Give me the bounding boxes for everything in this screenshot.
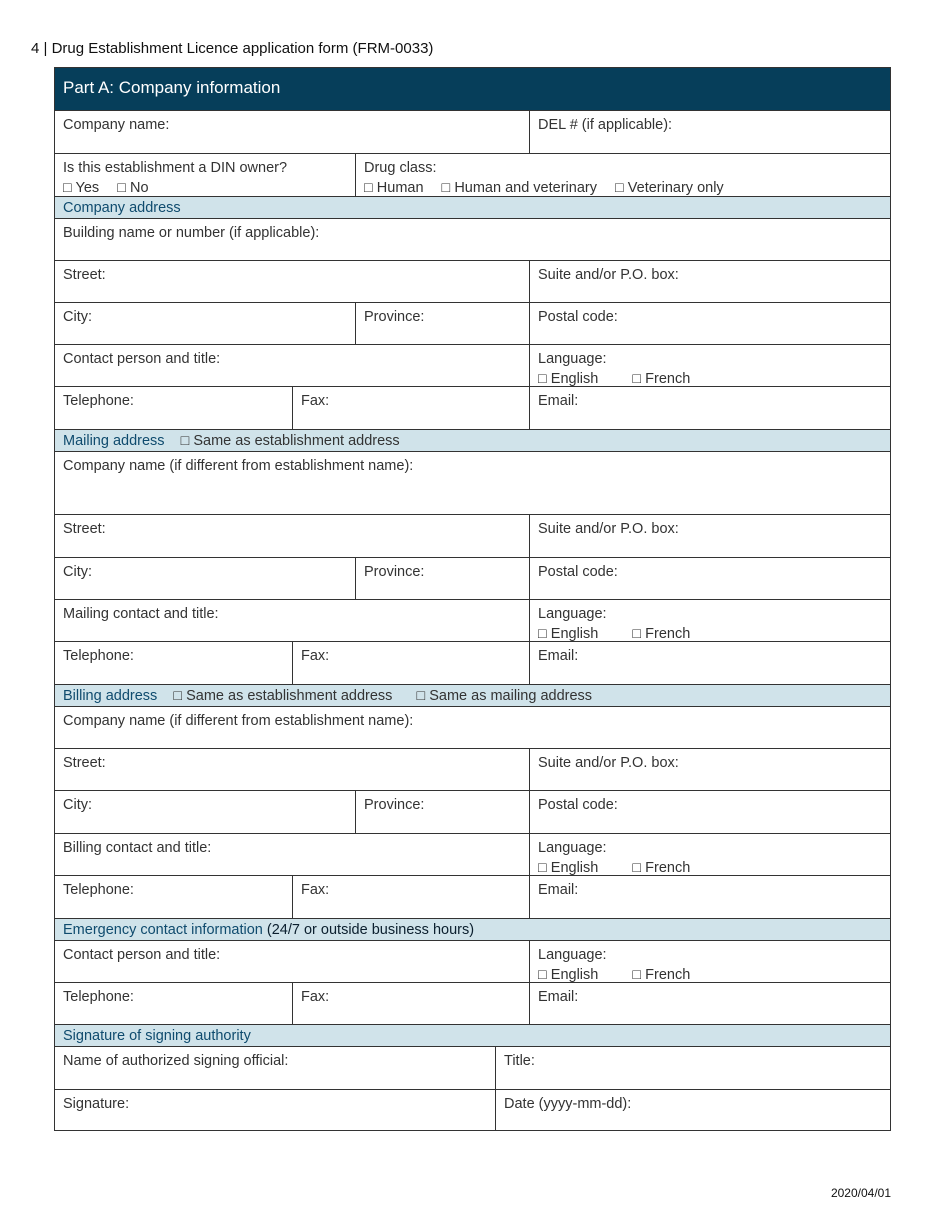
emergency-heading-text: Emergency contact information <box>63 922 263 938</box>
telephone-label: Telephone: <box>63 989 134 1005</box>
signature-date-row <box>55 1089 890 1131</box>
province-label: Province: <box>364 564 425 580</box>
billing-city-field[interactable] <box>55 791 355 833</box>
postal-label: Postal code: <box>538 797 618 813</box>
mailing-street-field[interactable] <box>55 515 529 557</box>
suite-label: Suite and/or P.O. box: <box>538 521 679 537</box>
company-street-row <box>55 260 890 302</box>
emergency-english-checkbox[interactable]: □ English <box>538 967 599 983</box>
street-label: Street: <box>63 521 106 537</box>
city-label: City: <box>63 564 92 580</box>
emergency-contact-row <box>55 940 890 982</box>
billing-email-field[interactable] <box>529 876 890 918</box>
page-header: 4 | Drug Establishment Licence application form (FRM-0033) <box>31 40 434 57</box>
date-field[interactable] <box>495 1090 890 1131</box>
mailing-company-row <box>55 451 890 514</box>
language-label: Language: <box>538 351 607 367</box>
mailing-suite-field[interactable] <box>529 515 890 557</box>
emergency-contact-field[interactable] <box>55 941 529 982</box>
billing-same-mailing-checkbox[interactable]: □ Same as mailing address <box>416 688 593 704</box>
building-row <box>55 218 890 260</box>
province-label: Province: <box>364 309 425 325</box>
billing-contact-row <box>55 833 890 875</box>
company-province-field[interactable] <box>355 303 529 344</box>
signature-field[interactable] <box>55 1090 495 1131</box>
email-label: Email: <box>538 989 579 1005</box>
contact-label: Contact person and title: <box>63 947 221 963</box>
mailing-province-field[interactable] <box>355 558 529 599</box>
company-information-form <box>54 67 891 1131</box>
mailing-phone-row <box>55 641 890 684</box>
din-owner-label: Is this establishment a DIN owner? <box>63 160 288 176</box>
mailing-address-heading-text: Mailing address <box>63 433 165 449</box>
signing-title-label: Title: <box>504 1053 535 1069</box>
company-email-field[interactable] <box>529 387 890 429</box>
language-label: Language: <box>538 840 607 856</box>
city-label: City: <box>63 797 92 813</box>
emergency-phone-row <box>55 982 890 1024</box>
company-city-field[interactable] <box>55 303 355 344</box>
billing-street-field[interactable] <box>55 749 529 790</box>
telephone-label: Telephone: <box>63 648 134 664</box>
contact-label: Mailing contact and title: <box>63 606 219 622</box>
billing-postal-field[interactable] <box>529 791 890 833</box>
language-label: Language: <box>538 606 607 622</box>
billing-phone-row <box>55 875 890 918</box>
signature-heading-text: Signature of signing authority <box>63 1028 251 1044</box>
billing-company-row <box>55 706 890 748</box>
mailing-company-name-label: Company name (if different from establishment name): <box>63 458 414 474</box>
signing-title-field[interactable] <box>495 1047 890 1089</box>
email-label: Email: <box>538 393 579 409</box>
company-postal-field[interactable] <box>529 303 890 344</box>
company-language-cell <box>529 345 890 386</box>
drug-class-label: Drug class: <box>364 160 437 176</box>
billing-fax-field[interactable] <box>292 876 529 918</box>
company-address-heading-text: Company address <box>63 200 181 216</box>
fax-label: Fax: <box>301 989 330 1005</box>
billing-language-cell <box>529 834 890 875</box>
postal-label: Postal code: <box>538 309 618 325</box>
billing-telephone-field[interactable] <box>55 876 292 918</box>
billing-company-name-label: Company name (if different from establishment name): <box>63 713 414 729</box>
mailing-postal-field[interactable] <box>529 558 890 599</box>
company-suite-field[interactable] <box>529 261 890 302</box>
building-label: Building name or number (if applicable): <box>63 225 320 241</box>
postal-label: Postal code: <box>538 564 618 580</box>
contact-label: Contact person and title: <box>63 351 221 367</box>
mailing-fax-field[interactable] <box>292 642 529 684</box>
mailing-address-heading <box>55 429 890 451</box>
billing-french-checkbox[interactable]: □ French <box>632 860 691 876</box>
mailing-contact-row <box>55 599 890 641</box>
signing-official-field[interactable] <box>55 1047 495 1089</box>
mailing-city-row <box>55 557 890 599</box>
mailing-telephone-field[interactable] <box>55 642 292 684</box>
company-fax-field[interactable] <box>292 387 529 429</box>
street-label: Street: <box>63 267 106 283</box>
company-french-checkbox[interactable]: □ French <box>632 371 691 387</box>
company-city-row <box>55 302 890 344</box>
din-owner-yes-checkbox[interactable]: □ Yes <box>63 180 100 196</box>
billing-same-establishment-checkbox[interactable]: □ Same as establishment address <box>173 688 393 704</box>
emergency-fax-field[interactable] <box>292 983 529 1024</box>
suite-label: Suite and/or P.O. box: <box>538 267 679 283</box>
province-label: Province: <box>364 797 425 813</box>
company-contact-field[interactable] <box>55 345 529 386</box>
din-owner-no-checkbox[interactable]: □ No <box>117 180 149 196</box>
drug-class-human-checkbox[interactable]: □ Human <box>364 180 424 196</box>
billing-contact-field[interactable] <box>55 834 529 875</box>
billing-address-heading <box>55 684 890 706</box>
contact-label: Billing contact and title: <box>63 840 212 856</box>
emergency-heading-extra: (24/7 or outside business hours) <box>266 922 475 938</box>
emergency-contact-heading <box>55 918 890 940</box>
del-number-field[interactable] <box>529 111 890 153</box>
date-label: Date (yyyy-mm-dd): <box>504 1096 632 1112</box>
signature-label: Signature: <box>63 1096 130 1112</box>
email-label: Email: <box>538 648 579 664</box>
drug-class-cell <box>355 154 890 196</box>
din-drug-class-row <box>55 153 890 196</box>
mailing-language-cell <box>529 600 890 641</box>
company-address-heading <box>55 196 890 218</box>
drug-class-vet-only-checkbox[interactable]: □ Veterinary only <box>614 180 724 196</box>
mailing-street-row <box>55 514 890 557</box>
street-label: Street: <box>63 755 106 771</box>
email-label: Email: <box>538 882 579 898</box>
signing-official-label: Name of authorized signing official: <box>63 1053 289 1069</box>
billing-company-name-field[interactable] <box>55 707 890 748</box>
emergency-email-field[interactable] <box>529 983 890 1024</box>
telephone-label: Telephone: <box>63 393 134 409</box>
fax-label: Fax: <box>301 648 330 664</box>
billing-suite-field[interactable] <box>529 749 890 790</box>
del-number-label: DEL # (if applicable): <box>538 117 673 133</box>
fax-label: Fax: <box>301 882 330 898</box>
part-a-title: Part A: Company information <box>55 68 890 110</box>
mailing-english-checkbox[interactable]: □ English <box>538 626 599 642</box>
company-name-row <box>55 110 890 153</box>
company-telephone-field[interactable] <box>55 387 292 429</box>
mailing-contact-field[interactable] <box>55 600 529 641</box>
billing-street-row <box>55 748 890 790</box>
mailing-french-checkbox[interactable]: □ French <box>632 626 691 642</box>
suite-label: Suite and/or P.O. box: <box>538 755 679 771</box>
din-owner-cell <box>55 154 355 196</box>
telephone-label: Telephone: <box>63 882 134 898</box>
emergency-telephone-field[interactable] <box>55 983 292 1024</box>
fax-label: Fax: <box>301 393 330 409</box>
mailing-company-name-field[interactable] <box>55 452 890 514</box>
building-field[interactable] <box>55 219 890 260</box>
billing-english-checkbox[interactable]: □ English <box>538 860 599 876</box>
mailing-city-field[interactable] <box>55 558 355 599</box>
company-phone-row <box>55 386 890 429</box>
billing-province-field[interactable] <box>355 791 529 833</box>
billing-address-heading-text: Billing address <box>63 688 158 704</box>
mailing-same-establishment-checkbox[interactable]: □ Same as establishment address <box>180 433 400 449</box>
emergency-french-checkbox[interactable]: □ French <box>632 967 691 983</box>
page-footer-date: 2020/04/01 <box>830 1186 891 1200</box>
city-label: City: <box>63 309 92 325</box>
billing-city-row <box>55 790 890 833</box>
language-label: Language: <box>538 947 607 963</box>
company-name-label: Company name: <box>63 117 170 133</box>
drug-class-human-vet-checkbox[interactable]: □ Human and veterinary <box>441 180 597 196</box>
company-english-checkbox[interactable]: □ English <box>538 371 599 387</box>
signing-official-row <box>55 1046 890 1089</box>
company-contact-row <box>55 344 890 386</box>
signature-heading <box>55 1024 890 1046</box>
company-name-field[interactable] <box>55 111 529 153</box>
emergency-language-cell <box>529 941 890 982</box>
company-street-field[interactable] <box>55 261 529 302</box>
mailing-email-field[interactable] <box>529 642 890 684</box>
